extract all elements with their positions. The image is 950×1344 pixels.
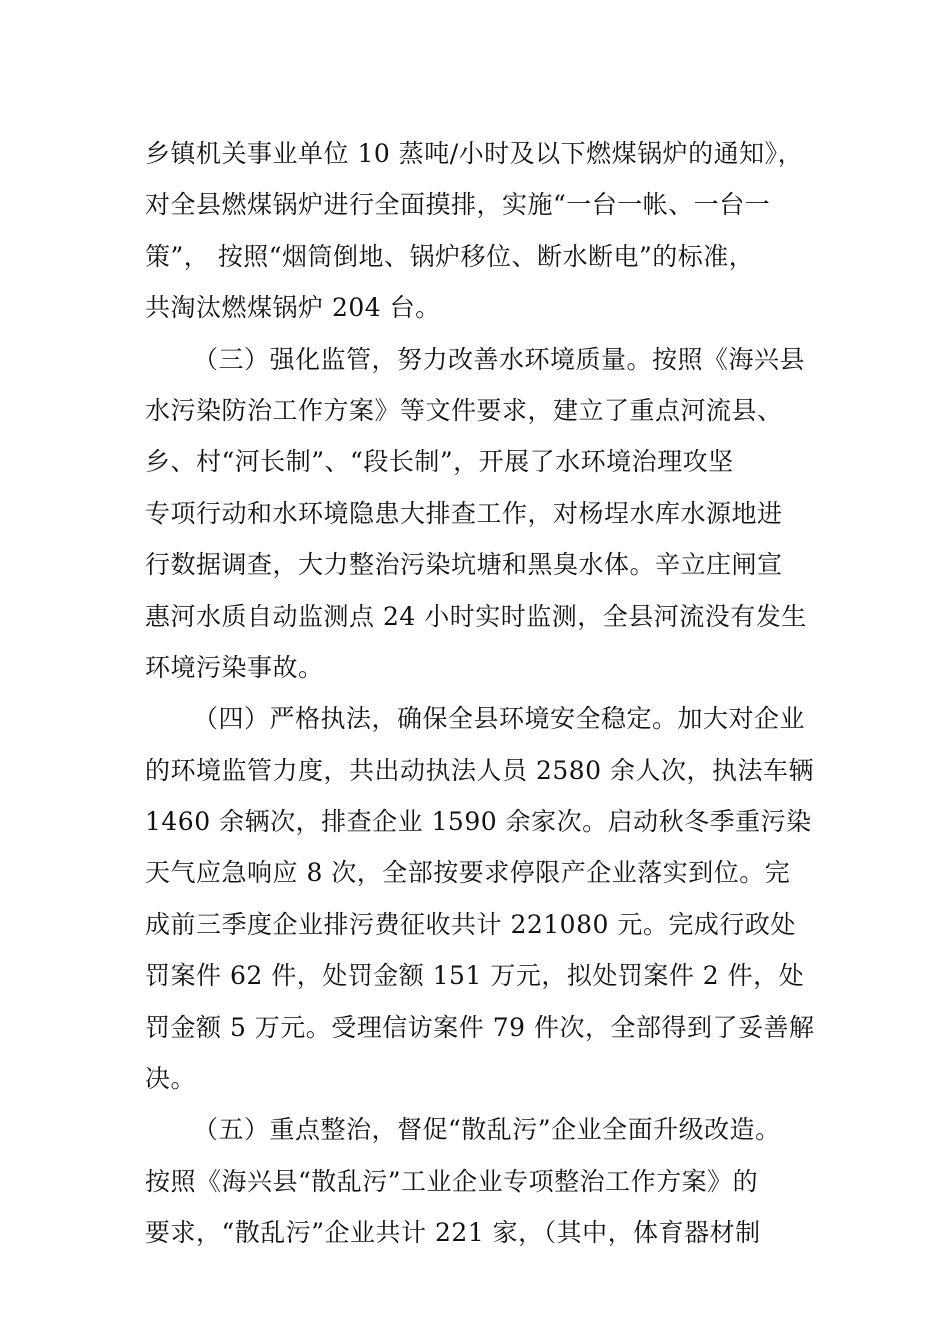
text-line: 环境污染事故。 bbox=[145, 652, 324, 682]
document-body bbox=[145, 128, 815, 1259]
text-line: 对全县燃煤锅炉进行全面摸排，实施“一台一帐、一台一 bbox=[145, 190, 771, 220]
text-line: 专项行动和水环境隐患大排查工作，对杨埕水库水源地进 bbox=[145, 498, 783, 528]
text-line: 1460 余辆次，排查企业 1590 余家次。启动秋冬季重污染 bbox=[145, 807, 812, 837]
text-line: 罚金额 5 万元。受理信访案件 79 件次，全部得到了妥善解 bbox=[145, 1012, 815, 1042]
text-line: 决。 bbox=[145, 1064, 197, 1094]
text-line: 乡、村“河长制”、“段长制”，开展了水环境治理攻坚 bbox=[145, 447, 734, 477]
paragraph-section-5-remediation bbox=[145, 1104, 815, 1258]
text-line: 行数据调查，大力整治污染坑塘和黑臭水体。辛立庄闸宣 bbox=[145, 550, 783, 580]
text-line: 成前三季度企业排污费征收共计 221080 元。完成行政处 bbox=[145, 909, 796, 939]
text-line: 策”， 按照“烟筒倒地、锅炉移位、断水断电”的标准， bbox=[145, 241, 755, 271]
text-line: 按照《海兴县“散乱污”工业企业专项整治工作方案》的 bbox=[145, 1166, 759, 1196]
text-line: 共淘汰燃煤锅炉 204 台。 bbox=[145, 293, 441, 323]
text-line: 罚案件 62 件，处罚金额 151 万元，拟处罚案件 2 件，处 bbox=[145, 961, 805, 991]
text-line-first: （四）严格执法，确保全县环境安全稳定。加大对企业 bbox=[193, 704, 806, 734]
paragraph-section-4-enforcement bbox=[145, 693, 815, 1104]
text-line-first: （三）强化监管，努力改善水环境质量。按照《海兴县 bbox=[193, 344, 806, 374]
text-line: 要求，“散乱污”企业共计 221 家，（其中，体育器材制 bbox=[145, 1218, 761, 1248]
text-line: 惠河水质自动监测点 24 小时实时监测，全县河流没有发生 bbox=[145, 601, 807, 631]
paragraph-boiler-continuation bbox=[145, 128, 815, 334]
text-line: 水污染防治工作方案》等文件要求，建立了重点河流县、 bbox=[145, 395, 783, 425]
paragraph-section-3-water bbox=[145, 334, 815, 694]
text-line: 天气应急响应 8 次，全部按要求停限产企业落实到位。完 bbox=[145, 858, 791, 888]
text-line: 乡镇机关事业单位 10 蒸吨/小时及以下燃煤锅炉的通知》， bbox=[145, 139, 804, 168]
text-line-first: （五）重点整治，督促“散乱污”企业全面升级改造。 bbox=[193, 1115, 781, 1145]
text-line: 的环境监管力度，共出动执法人员 2580 余人次，执法车辆 bbox=[145, 755, 815, 785]
